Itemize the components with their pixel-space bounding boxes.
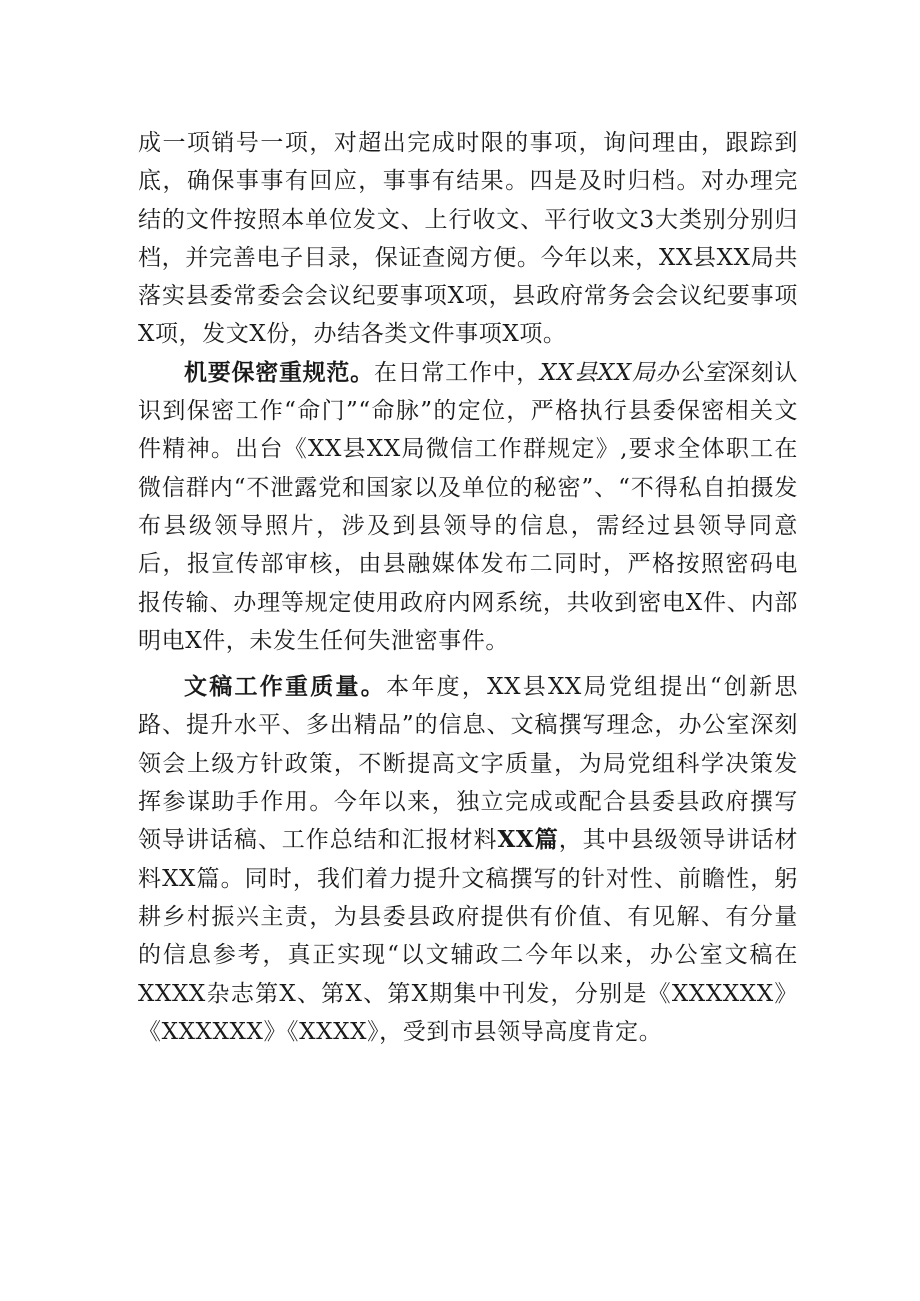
paragraph-text: 成一项销号一项，对超出完成时限的事项，询问理由，跟踪到底，确保事事有回应，事事有结果。四是及时归档。对办理完结的文件按照本单位发文、上行收文、平行收文3大类别分别归档，并完善电子目录，保证查阅方便。今年以来，XX县XX局共落实县委常委会会议纪要事项X项，县政府常务会会议纪要事项X项，发文X份，办结各类文件事项X项。	[138, 130, 798, 348]
paragraph-text: 本年度，XX县XX局党组提出“创新思路、提升水平、多出精品”的信息、文稿撰写理念，办公室深刻领会上级方针政策，不断提高文字质量，为局党组科学决策发挥参谋助手作用。今年以来，独立完成或配合县委县政府撰写领导讲话稿、工作总结和汇报材料	[138, 674, 798, 854]
paragraph-confidentiality	[138, 354, 798, 660]
document-page	[138, 124, 798, 1051]
paragraph-manuscripts	[138, 668, 798, 1051]
paragraph-heading: 机要保密重规范。	[184, 358, 374, 386]
paragraph-text: 深刻认识到保密工作“命门”“命脉”的定位，严格执行县委保密相关文件精神。出台《XX县XX局微信工作群规定》,要求全体职工在微信群内“不泄露党和国家以及单位的秘密”、“不得私自拍摄发布县级领导照片，涉及到县领导的信息，需经过县领导同意后，报宣传部审核，由县融媒体发布二同时，严格按照密码电报传输、办理等规定使用政府内网系统，共收到密电X件、内部明电X件，未发生任何失泄密事件。	[138, 359, 798, 654]
paragraph-text: ，其中县级领导讲话材料XX篇。同时，我们着力提升文稿撰写的针对性、前瞻性，躬耕乡村振兴主责，为县委县政府提供有价值、有见解、有分量的信息参考，真正实现“以文辅政二今年以来，办公室文稿在XXXX杂志第X、第X、第X期集中刊发，分别是《XXXXXX》《XXXXXX》《XXXX》，受到市县领导高度肯定。	[138, 827, 799, 1045]
paragraph-text-bold: XX篇	[497, 826, 559, 854]
paragraph-archiving	[138, 124, 798, 354]
paragraph-text: 在日常工作中，	[373, 359, 541, 386]
paragraph-heading: 文稿工作重质量。	[184, 673, 387, 701]
paragraph-text-italic: XX县XX局办公室	[540, 359, 727, 386]
